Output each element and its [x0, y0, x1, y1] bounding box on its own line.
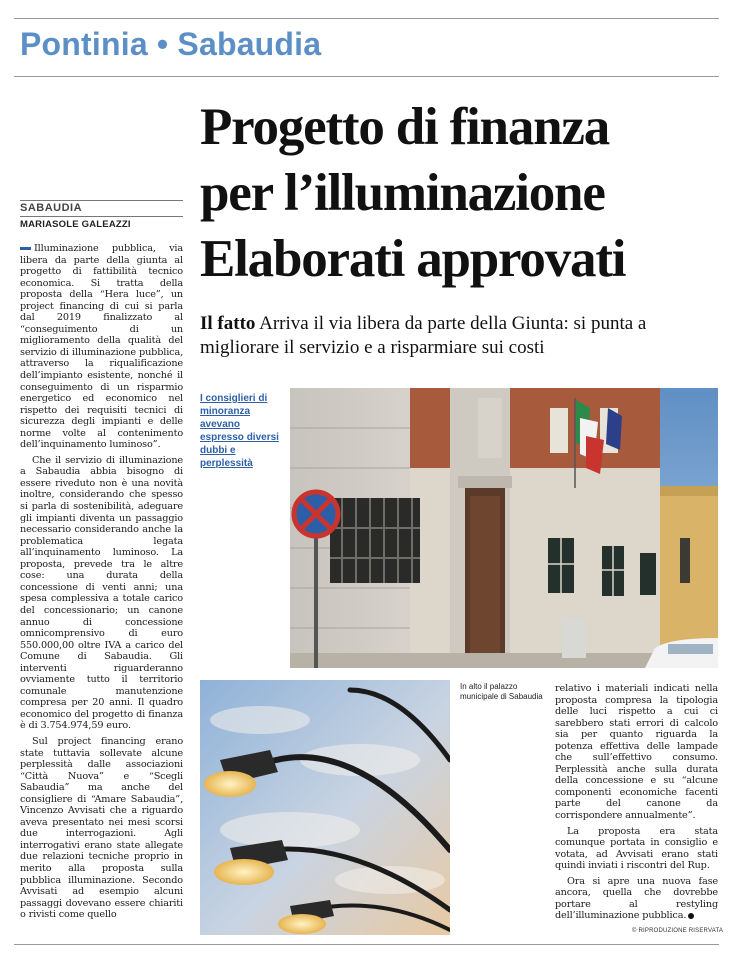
pull-quote-text: I consiglieri di minoranza avevano espresso diversi dubbi e perplessità [200, 393, 279, 469]
paragraph-text: Illuminazione pubblica, via libera da parte della giunta al progetto di fattibilità tecnico economica. Si tratta della proposta della “Hera luce”, un project financing di cui si parla dal 2019 finalizzato al “conseguimento di un miglioramento della qualità del servizio di illuminazione pubblica, attraverso la riqualificazione dell’impianto esistente, nonché il conseguimento di un risparmio energetico ed economico nel rispetto dei requisiti tecnici di sicurezza degli impianti e delle norme volte al contenimento dell’inquinamento luminoso”. [20, 243, 183, 451]
photo-caption: In alto il palazzo municipale di Sabaudia [460, 682, 543, 701]
end-mark-icon [688, 913, 694, 919]
headline-line: Progetto di finanza [200, 98, 610, 156]
standfirst [200, 312, 720, 360]
pull-quote [200, 392, 280, 470]
body-column-right [555, 683, 718, 926]
paragraph [20, 243, 183, 451]
author-byline: MARIASOLE GALEAZZI [20, 216, 183, 230]
paragraph [555, 876, 718, 922]
standfirst-text: Arriva il via libera da parte della Giunta: si punta a migliorare il servizio e a risparmiare sui costi [200, 313, 647, 358]
standfirst-label: Il fatto [200, 313, 256, 334]
section-header: Pontinia • Sabaudia [20, 26, 322, 62]
paragraph: Che il servizio di illuminazione a Sabaudia abbia bisogno di essere riveduto non è una novità inoltre, considerando che spesso si parla di sostenibilità, adeguare gli impianti diventa un passaggio necessario considerando anche la problematica legata all’inquinamento luminoso. La proposta, prevede tra le altre cose: una durata della concessione di venti anni; una spesa complessiva a totale carico del concessionario; un canone annuo di concessione omnicomprensivo di euro 550.000,00 oltre IVA a carico del Comune di Sabaudia. Gli interventi riguarderanno ovviamente tutto il territorio comunale manutenzione compresa per 20 anni. Il quadro economico del progetto di finanza è di 3.754.974,59 euro. [20, 454, 183, 732]
bottom-rule [14, 944, 719, 945]
paragraph: relativo i materiali indicati nella proposta compresa la tipologia delle luci rispetto a cui ci sarebbero stati errori di calcolo sia per quanto riguarda la potenza effettiva delle lampade che sull’effettivo consumo. Perplessità anche sulla durata della concessione e su “alcune componenti economiche facenti parte del canone da corrispondere annualmente”. [555, 683, 718, 822]
town-hall-photo [290, 388, 718, 668]
headline [200, 94, 720, 292]
copyright-notice: © RIPRODUZIONE RISERVATA [632, 928, 724, 934]
headline-line: Elaborati approvati [200, 230, 626, 288]
headline-line: per l’illuminazione [200, 164, 605, 222]
paragraph-text: Ora si apre una nuova fase ancora, quella che dovrebbe portare al restyling dell’illuminazione pubblica. [555, 875, 718, 922]
section-rule [14, 76, 719, 77]
location-tag: SABAUDIA [20, 200, 183, 214]
lead-bar-icon [20, 247, 31, 250]
paragraph: Sul project financing erano state tuttavia sollevate alcune perplessità dalle associazioni “Città Nuova” e “Scegli Sabaudia” ma anche del consigliere di “Amare Sabaudia”, Vincenzo Avvisati che a riguardo aveva presentato nei mesi scorsi due interrogazioni. Agli interrogativi erano state allegate due relazioni tecniche proprio in merito alla proposta sulla pubblica illuminazione. Secondo Avvisati ad esempio alcuni passaggi dovevano essere chiariti o rivisti come quello [20, 735, 183, 921]
top-rule [14, 18, 719, 19]
street-lamps-photo [200, 680, 450, 935]
paragraph: La proposta era stata comunque portata in consiglio e votata, ad Avvisati erano stati quindi inviati i riscontri del Rup. [555, 825, 718, 872]
body-column-left [20, 243, 183, 925]
